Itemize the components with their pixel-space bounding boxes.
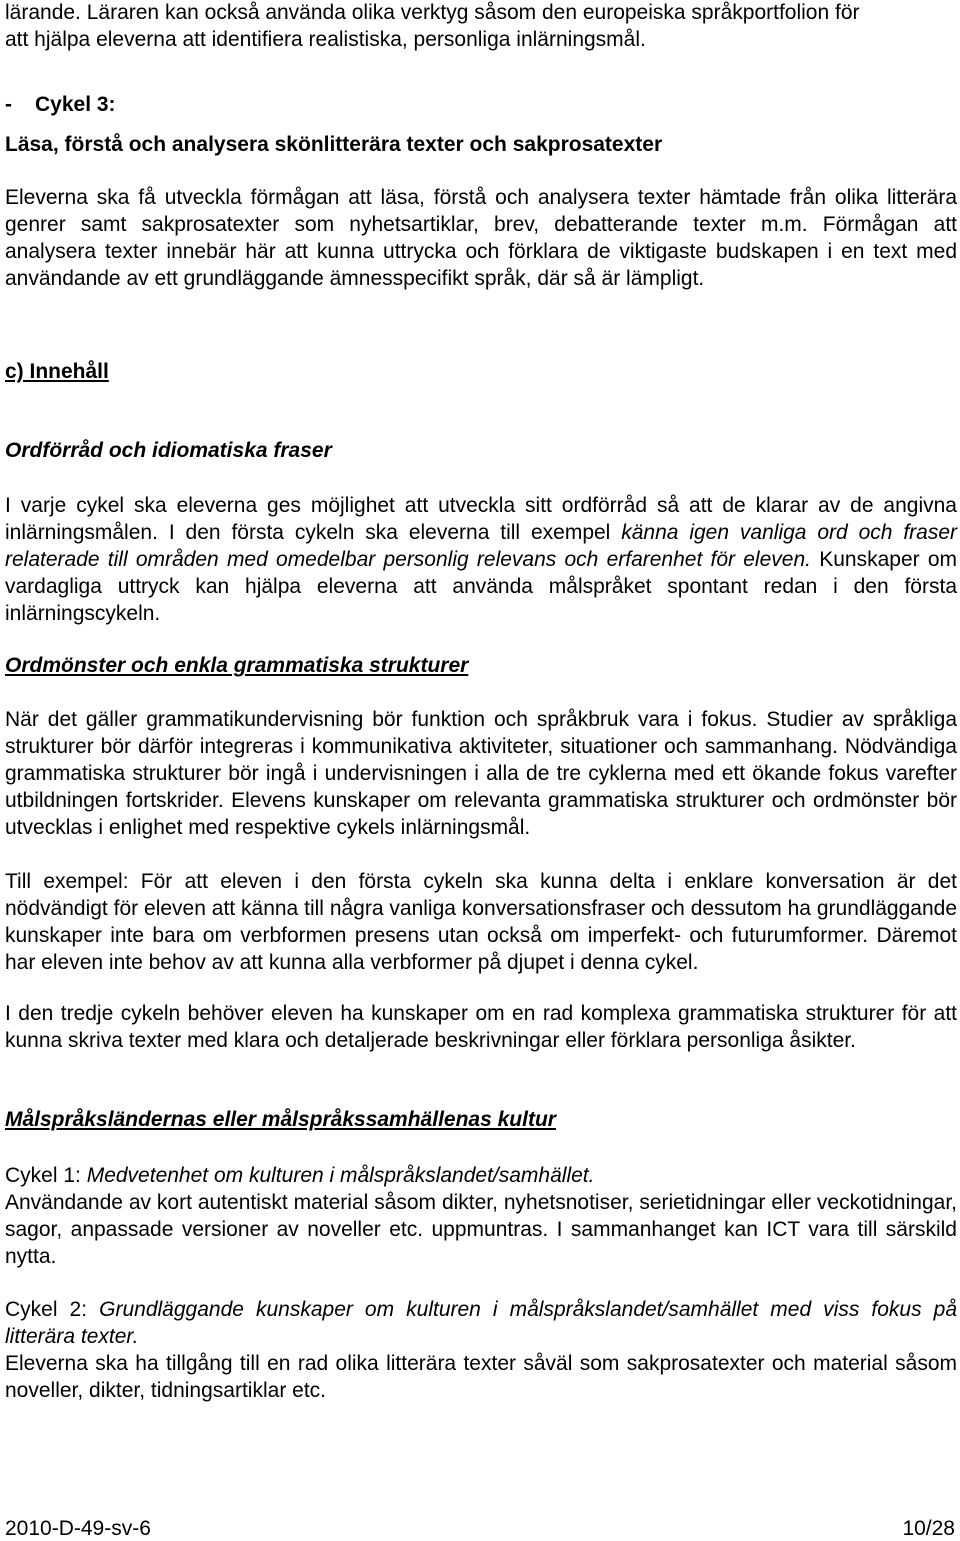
bullet: - — [5, 93, 12, 116]
culture-cycle1-text: Användande av kort autentiskt material såsom dikter, nyhetsnotiser, serietidningar eller veckotidningar, sagor, anpassade versioner av noveller etc. uppmuntras. I sammanhanget kan ICT vara till särskild nytta. — [5, 1191, 957, 1268]
vocab-text-3: Kunskaper om vardagliga uttryck kan hjälpa eleverna att använda målspråket spontant redan i den första inlärningscykeln. — [5, 548, 958, 625]
intro-line-2: att hjälpa eleverna att identifiera realistiska, personliga inlärningsmål. — [5, 28, 646, 51]
culture-cycle2-text: Eleverna ska ha tillgång till en rad olika litterära texter såväl som sakprosatexter och material såsom noveller, dikter, tidningsartiklar etc. — [5, 1352, 957, 1402]
cycle3-title: Cykel 3: — [35, 93, 116, 116]
grammar-heading: Ordmönster och enkla grammatiska strukturer — [5, 654, 469, 677]
grammar-paragraph-3: I den tredje cykeln behöver eleven ha kunskaper om en rad komplexa grammatiska strukturer för att kunna skriva texter med klara och detaljerade beskrivningar eller förklara personliga åsikter. — [5, 1002, 957, 1052]
vocab-text-italic: känna igen vanliga ord och fraser relaterade till områden med omedelbar personlig relevans och erfarenhet för eleven. — [5, 521, 957, 571]
vocab-heading: Ordförråd och idiomatiska fraser — [5, 439, 332, 462]
footer-page-number: 10/28 — [902, 1517, 955, 1540]
grammar-paragraph-1: När det gäller grammatikundervisning bör funktion och språkbruk vara i fokus. Studier av språkliga strukturer bör därför integreras i kommunikativa aktiviteter, situationer och sammanhang. Nödvändiga grammatiska strukturer bör ingå i undervisningen i alla de tre cyklerna med ett ökande fokus varefter utbildningen fortskrider. Elevens kunskaper om relevanta grammatiska strukturer och ordmönster bör utvecklas i enlighet med respektive cykels inlärningsmål. — [5, 708, 957, 839]
culture-cycle2-title-text: Grundläggande kunskaper om kulturen i målspråkslandet/samhället med viss fokus på litterära texter. — [5, 1298, 958, 1348]
culture-cycle1-title-text: Medvetenhet om kulturen i målspråkslandet/samhället. — [86, 1164, 595, 1187]
vocab-text-2: I den första cykeln ska eleverna till exempel — [168, 521, 611, 544]
culture-cycle2-label: Cykel 2: — [5, 1298, 88, 1321]
grammar-paragraph-2: Till exempel: För att eleven i den första cykeln ska kunna delta i enklare konversation är det nödvändigt för eleven att känna till några vanliga konversationsfraser och dessutom ha grundläggande kunskaper inte bara om verbformen presens utan också om imperfekt- och futurumformer. Däremot har eleven inte behov av att kunna alla verbformer på djupet i denna cykel. — [5, 870, 957, 974]
cycle3-heading — [5, 91, 116, 118]
intro-line-1: lärande. Läraren kan också använda olika verktyg såsom den europeiska språkportfolion för — [5, 1, 860, 24]
vocab-text-1: I varje cykel ska eleverna ges möjlighet att utveckla sitt ordförråd så att de klarar av de angivna inlärningsmålen. — [5, 494, 957, 544]
culture-cycle1-label: Cykel 1: — [5, 1164, 81, 1187]
culture-heading: Målspråksländernas eller målspråkssamhällenas kultur — [5, 1108, 556, 1131]
cycle3-subtitle: Läsa, förstå och analysera skönlitterära texter och sakprosatexter — [5, 133, 663, 156]
culture-cycle1-title — [5, 1162, 957, 1189]
section-heading-content: c) Innehåll — [5, 360, 109, 383]
footer-doc-id: 2010-D-49-sv-6 — [5, 1517, 151, 1540]
culture-cycle2-title — [5, 1296, 957, 1350]
vocab-paragraph — [5, 492, 957, 627]
cycle3-paragraph: Eleverna ska få utveckla förmågan att läsa, förstå och analysera texter hämtade från olika litterära genrer samt sakprosatexter som nyhetsartiklar, brev, debatterande texter m.m. Förmågan att analysera texter innebär här att kunna uttrycka och förklara de viktigaste budskapen i en text med användande av ett grundläggande ämnesspecifikt språk, där så är lämpligt. — [5, 186, 957, 290]
